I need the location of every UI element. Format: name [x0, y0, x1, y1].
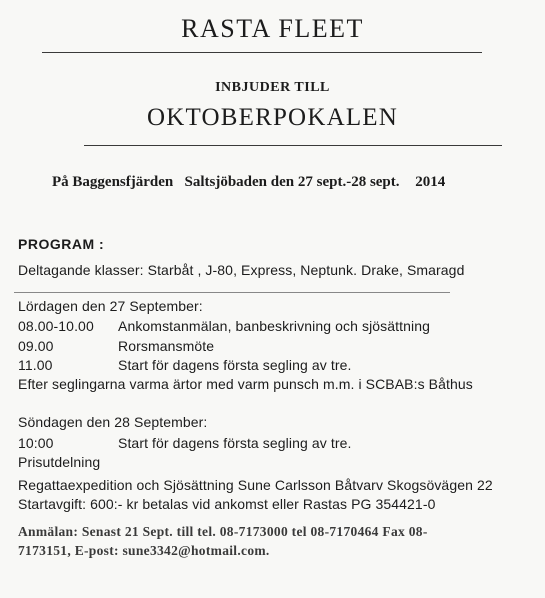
saturday-item-time: 09.00: [18, 338, 54, 354]
sunday-heading: Söndagen den 28 September:: [18, 414, 208, 430]
event-title: OKTOBERPOKALEN: [146, 104, 399, 131]
venue-dates: Saltsjöbaden den 27 sept.-28 sept.: [184, 174, 400, 190]
contact-line-1: Anmälan: Senast 21 Sept. till tel. 08-7173000 tel 08-7170464 Fax 08-: [18, 524, 428, 539]
title-divider: [42, 52, 482, 53]
contact-line-2: 7173151, E-post: sune3342@hotmail.com.: [18, 543, 270, 558]
saturday-item: [18, 338, 214, 354]
saturday-item-time: 08.00-10.00: [18, 318, 94, 334]
venue-line: [52, 174, 445, 191]
event-divider: [84, 145, 502, 146]
invite-line: INBJUDER TILL: [215, 80, 330, 95]
prize-line: Prisutdelning: [18, 454, 101, 470]
saturday-item-text: Rorsmansmöte: [118, 338, 215, 354]
program-heading: PROGRAM :: [18, 236, 105, 252]
fee-line: Startavgift: 600:- kr betalas vid ankomst eller Rastas PG 354421-0: [18, 496, 436, 512]
saturday-item-time: 11.00: [18, 357, 53, 373]
regatta-line: Regattaexpedition och Sjösättning Sune Carlsson Båtvarv Skogsövägen 22: [18, 477, 493, 493]
saturday-item-text: Ankomstanmälan, banbeskrivning och sjösättning: [118, 318, 430, 334]
program-divider: [14, 292, 450, 293]
venue-place: På Baggensfjärden: [52, 174, 174, 190]
saturday-item: [18, 318, 430, 334]
club-title: RASTA FLEET: [181, 14, 364, 43]
sunday-item-time: 10:00: [18, 435, 54, 451]
saturday-heading: Lördagen den 27 September:: [18, 298, 203, 314]
venue-year: 2014: [415, 174, 446, 190]
sunday-item-text: Start för dagens första segling av tre.: [118, 435, 352, 451]
sunday-item: [18, 435, 351, 451]
saturday-item: [18, 357, 351, 373]
saturday-after: Efter seglingarna varma ärtor med varm punsch m.m. i SCBAB:s Båthus: [18, 376, 473, 392]
saturday-item-text: Start för dagens första segling av tre.: [118, 357, 352, 373]
classes-line: Deltagande klasser: Starbåt , J-80, Express, Neptunk. Drake, Smaragd: [18, 262, 465, 278]
